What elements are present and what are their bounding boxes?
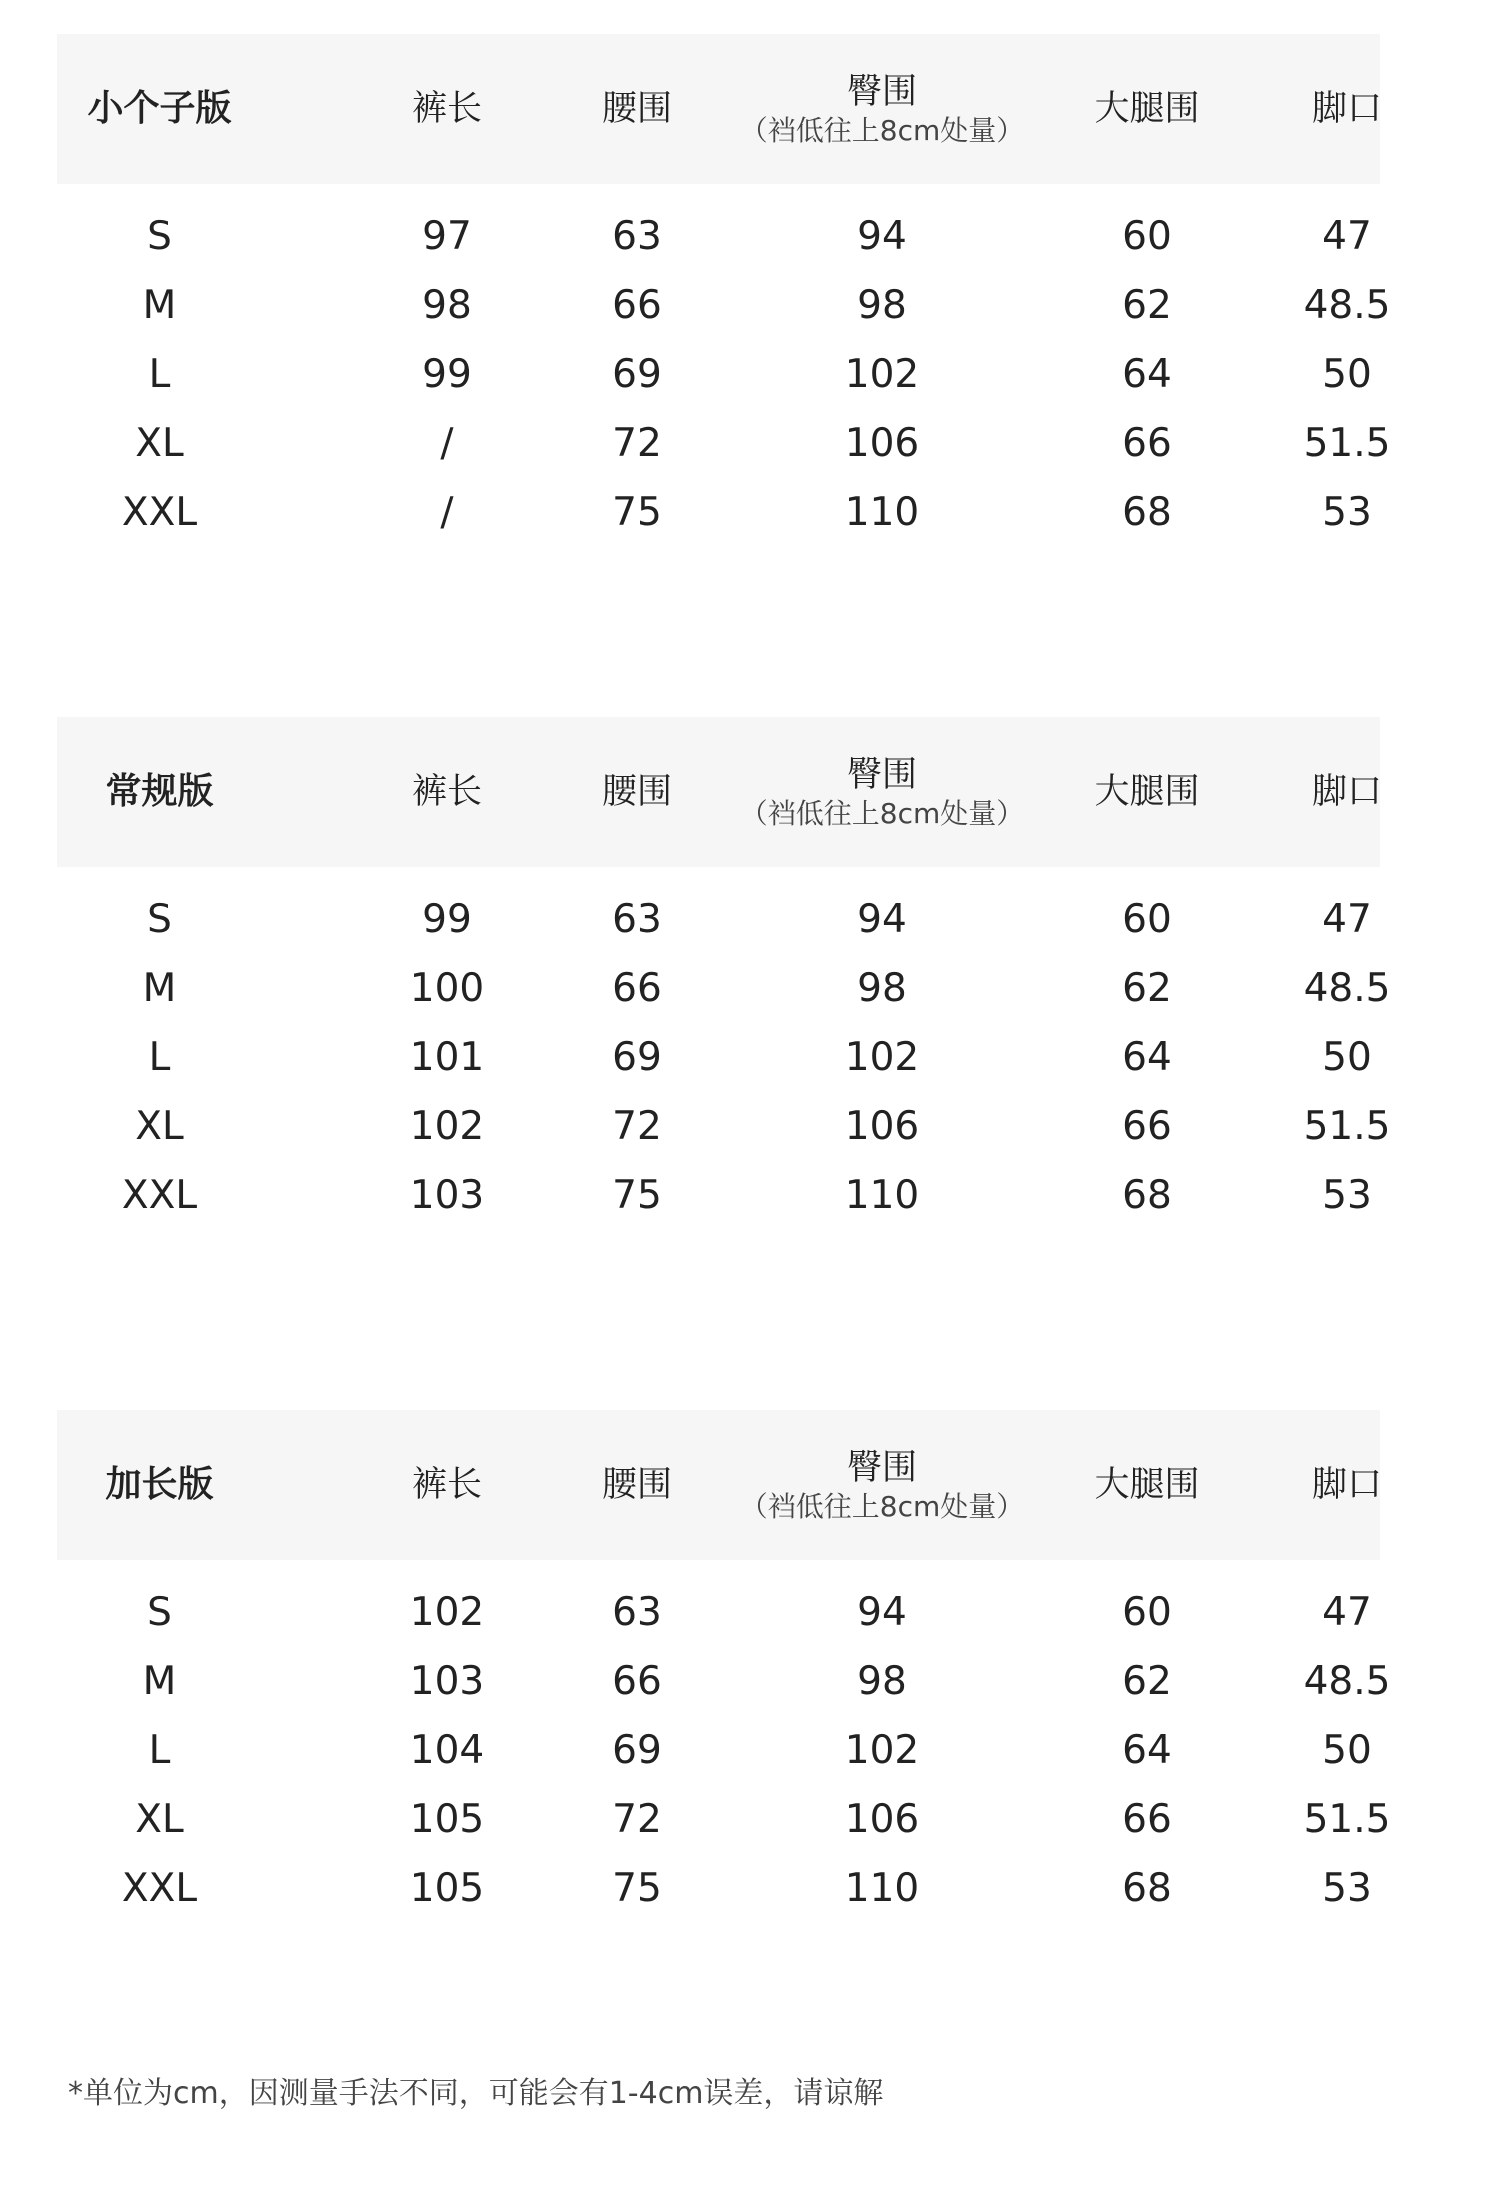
cell-thigh: 62 bbox=[1122, 1659, 1172, 1704]
header-waist-label: 腰围 bbox=[601, 89, 672, 129]
cell-length: 105 bbox=[409, 1797, 485, 1842]
table-row bbox=[57, 1785, 1391, 1854]
version-label: 小个子版 bbox=[87, 88, 232, 129]
cell-thigh: 64 bbox=[1122, 1035, 1172, 1080]
cell-hip: 98 bbox=[857, 1659, 907, 1704]
cell-hem: 50 bbox=[1322, 1728, 1372, 1773]
size-table-regular bbox=[57, 717, 1391, 1233]
cell-hem: 53 bbox=[1322, 1173, 1372, 1218]
cell-size: XL bbox=[135, 421, 184, 466]
size-table-long bbox=[57, 1410, 1391, 1926]
table-header bbox=[57, 1410, 1380, 1560]
header-hip-note: （裆低往上8cm处量） bbox=[739, 797, 1025, 830]
header-hip bbox=[717, 34, 1047, 184]
cell-waist: 75 bbox=[612, 1173, 662, 1218]
header-hip-label: 臀围 bbox=[846, 1448, 917, 1488]
cell-hem: 47 bbox=[1322, 214, 1372, 259]
cell-thigh: 66 bbox=[1122, 1797, 1172, 1842]
cell-length: 98 bbox=[422, 283, 472, 328]
cell-size: L bbox=[148, 1035, 171, 1080]
table-body bbox=[57, 1560, 1391, 1926]
header-hem bbox=[1227, 717, 1467, 867]
table-header bbox=[57, 34, 1380, 184]
header-hip bbox=[717, 717, 1047, 867]
header-thigh-label: 大腿围 bbox=[1094, 89, 1200, 129]
table-row bbox=[57, 1092, 1391, 1161]
cell-waist: 75 bbox=[612, 1866, 662, 1911]
table-body bbox=[57, 867, 1391, 1233]
cell-hip: 102 bbox=[844, 1728, 920, 1773]
version-label: 常规版 bbox=[105, 771, 214, 812]
cell-hip: 106 bbox=[844, 421, 920, 466]
cell-waist: 69 bbox=[612, 1035, 662, 1080]
cell-thigh: 60 bbox=[1122, 214, 1172, 259]
cell-thigh: 66 bbox=[1122, 1104, 1172, 1149]
cell-hem: 47 bbox=[1322, 1590, 1372, 1635]
cell-length: 99 bbox=[422, 897, 472, 942]
header-hem bbox=[1227, 1410, 1467, 1560]
cell-length: 102 bbox=[409, 1104, 485, 1149]
cell-size: XXL bbox=[121, 1173, 198, 1218]
table-row bbox=[57, 954, 1391, 1023]
cell-hem: 48.5 bbox=[1303, 283, 1391, 328]
cell-hip: 106 bbox=[844, 1797, 920, 1842]
cell-waist: 72 bbox=[612, 1797, 662, 1842]
cell-size: XXL bbox=[121, 1866, 198, 1911]
header-length-label: 裤长 bbox=[411, 1465, 482, 1505]
cell-size: XL bbox=[135, 1797, 184, 1842]
cell-thigh: 68 bbox=[1122, 1173, 1172, 1218]
cell-hip: 98 bbox=[857, 966, 907, 1011]
size-table-petite bbox=[57, 34, 1391, 550]
cell-hip: 106 bbox=[844, 1104, 920, 1149]
cell-size: XXL bbox=[121, 490, 198, 535]
cell-length: 101 bbox=[409, 1035, 485, 1080]
table-row bbox=[57, 271, 1391, 340]
cell-waist: 63 bbox=[612, 1590, 662, 1635]
table-row bbox=[57, 1023, 1380, 1092]
version-label: 加长版 bbox=[105, 1464, 214, 1505]
header-hem bbox=[1227, 34, 1467, 184]
header-hem-label: 脚口 bbox=[1311, 772, 1382, 812]
table-row bbox=[57, 1854, 1380, 1926]
cell-waist: 66 bbox=[612, 283, 662, 328]
table-row bbox=[57, 478, 1380, 550]
header-waist-label: 腰围 bbox=[601, 772, 672, 812]
header-hip bbox=[717, 1410, 1047, 1560]
table-row bbox=[57, 340, 1380, 409]
cell-hip: 102 bbox=[844, 1035, 920, 1080]
header-thigh-label: 大腿围 bbox=[1094, 772, 1200, 812]
table-row bbox=[57, 1716, 1380, 1785]
cell-waist: 72 bbox=[612, 421, 662, 466]
table-row bbox=[57, 1578, 1380, 1647]
cell-hip: 94 bbox=[857, 897, 907, 942]
cell-hem: 53 bbox=[1322, 490, 1372, 535]
header-waist-label: 腰围 bbox=[601, 1465, 672, 1505]
cell-size: S bbox=[147, 897, 172, 942]
header-hem-label: 脚口 bbox=[1311, 89, 1382, 129]
cell-hip: 110 bbox=[844, 490, 920, 535]
cell-hem: 51.5 bbox=[1303, 1104, 1391, 1149]
cell-thigh: 68 bbox=[1122, 1866, 1172, 1911]
cell-length: 100 bbox=[409, 966, 485, 1011]
table-row bbox=[57, 202, 1380, 271]
cell-size: M bbox=[142, 966, 177, 1011]
header-hem-label: 脚口 bbox=[1311, 1465, 1382, 1505]
cell-thigh: 62 bbox=[1122, 966, 1172, 1011]
cell-hem: 48.5 bbox=[1303, 1659, 1391, 1704]
cell-waist: 63 bbox=[612, 897, 662, 942]
cell-thigh: 66 bbox=[1122, 421, 1172, 466]
cell-waist: 66 bbox=[612, 966, 662, 1011]
cell-thigh: 64 bbox=[1122, 1728, 1172, 1773]
header-length-label: 裤长 bbox=[411, 772, 482, 812]
cell-hip: 94 bbox=[857, 214, 907, 259]
cell-hip: 110 bbox=[844, 1173, 920, 1218]
cell-length: 99 bbox=[422, 352, 472, 397]
cell-hip: 98 bbox=[857, 283, 907, 328]
cell-length: / bbox=[440, 490, 454, 535]
header-version bbox=[57, 717, 262, 867]
cell-hip: 94 bbox=[857, 1590, 907, 1635]
cell-waist: 66 bbox=[612, 1659, 662, 1704]
header-hip-label: 臀围 bbox=[846, 755, 917, 795]
cell-length: 103 bbox=[409, 1173, 485, 1218]
table-row bbox=[57, 409, 1391, 478]
cell-size: S bbox=[147, 1590, 172, 1635]
cell-waist: 69 bbox=[612, 1728, 662, 1773]
cell-thigh: 62 bbox=[1122, 283, 1172, 328]
header-hip-label: 臀围 bbox=[846, 72, 917, 112]
measurement-footnote: *单位为cm，因测量手法不同，可能会有1-4cm误差，请谅解 bbox=[68, 2076, 884, 2111]
cell-hip: 110 bbox=[844, 1866, 920, 1911]
cell-length: 102 bbox=[409, 1590, 485, 1635]
cell-size: L bbox=[148, 1728, 171, 1773]
cell-waist: 72 bbox=[612, 1104, 662, 1149]
cell-length: 104 bbox=[409, 1728, 485, 1773]
cell-hem: 47 bbox=[1322, 897, 1372, 942]
cell-length: 105 bbox=[409, 1866, 485, 1911]
table-body bbox=[57, 184, 1391, 550]
table-row bbox=[57, 1161, 1380, 1233]
table-row bbox=[57, 1647, 1391, 1716]
cell-length: 97 bbox=[422, 214, 472, 259]
cell-hem: 51.5 bbox=[1303, 1797, 1391, 1842]
header-length-label: 裤长 bbox=[411, 89, 482, 129]
cell-hem: 48.5 bbox=[1303, 966, 1391, 1011]
cell-thigh: 68 bbox=[1122, 490, 1172, 535]
cell-size: L bbox=[148, 352, 171, 397]
header-version bbox=[57, 34, 262, 184]
cell-hip: 102 bbox=[844, 352, 920, 397]
cell-length: 103 bbox=[409, 1659, 485, 1704]
cell-thigh: 60 bbox=[1122, 1590, 1172, 1635]
cell-waist: 75 bbox=[612, 490, 662, 535]
header-thigh-label: 大腿围 bbox=[1094, 1465, 1200, 1505]
table-row bbox=[57, 885, 1380, 954]
cell-length: / bbox=[440, 421, 454, 466]
cell-waist: 69 bbox=[612, 352, 662, 397]
cell-size: XL bbox=[135, 1104, 184, 1149]
cell-size: M bbox=[142, 283, 177, 328]
header-hip-note: （裆低往上8cm处量） bbox=[739, 114, 1025, 147]
header-version bbox=[57, 1410, 262, 1560]
header-hip-note: （裆低往上8cm处量） bbox=[739, 1490, 1025, 1523]
cell-waist: 63 bbox=[612, 214, 662, 259]
cell-hem: 50 bbox=[1322, 352, 1372, 397]
cell-hem: 53 bbox=[1322, 1866, 1372, 1911]
cell-size: M bbox=[142, 1659, 177, 1704]
cell-size: S bbox=[147, 214, 172, 259]
cell-hem: 50 bbox=[1322, 1035, 1372, 1080]
cell-thigh: 64 bbox=[1122, 352, 1172, 397]
cell-thigh: 60 bbox=[1122, 897, 1172, 942]
cell-hem: 51.5 bbox=[1303, 421, 1391, 466]
table-header bbox=[57, 717, 1380, 867]
